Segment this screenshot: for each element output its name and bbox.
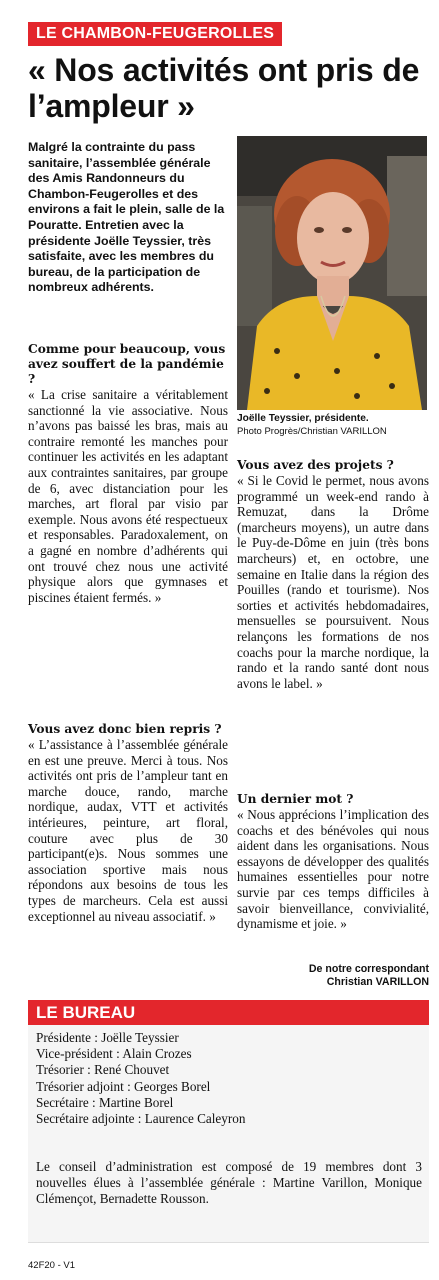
photo-caption [237,412,432,438]
article-lead: Malgré la contrainte du pass sanitaire, l’assemblée générale des Amis Randonneurs du Chambon-Feugerolles et des environs a fait le plein, salle de la Pouratte. Entretien avec la présidente Joëlle Teyssier, très satisfaite, avec les membres du bureau, de la participation de nombreux adhérents. [28,140,225,295]
bureau-box [28,1000,429,1243]
interview-answer: « Si le Covid le permet, nous avons programmé un week-end rando à Remuzat, dans la Drôme (marcheurs moyens), un autre dans le Puy-de-Dôme en juin (très bons marcheurs) et, en octobre, une semaine en Italie dans la région des Pouilles (rando et tourisme). Nos sorties et activités hebdomadaires, mensuelles se poursuivent. Nous relançons les formations de nos coachs pour la marche nordique, la rando et la rando santé dont nous avons le label. » [237,473,429,691]
interview-block-2 [28,722,228,924]
interview-question: Vous avez des projets ? [237,458,394,472]
author-signature [237,963,429,989]
interview-question: Comme pour beaucoup, vous avez souffert de la pandémie ? [28,342,226,386]
bureau-member-list [36,1030,422,1127]
interview-answer: « La crise sanitaire a véritablement sanctionné la vie associative. Nous n’avons pas baissé les bras, mais au contraire remonté les manches pour continuer les activités en les adaptant aux contraintes sanitaires, par groupe de 6, avec distanciation pour les marches, art floral par visio par exemple. Nous avons été respectueux et responsables. Paradoxalement, on a gagné en nombre d’adhérents qui ont trouvé chez nous une activité physique alors que gymnases et piscines étaient fermés. » [28,387,228,605]
signature-line-2: Christian VARILLON [326,976,429,988]
caption-name: Joëlle Teyssier, présidente. [237,413,369,424]
interview-block-3 [237,458,429,691]
photo-credit: Photo Progrès/Christian VARILLON [237,426,387,437]
interview-block-1 [28,342,228,605]
interview-block-4 [237,792,429,932]
bureau-note: Le conseil d’administration est composé de 19 membres dont 3 nouvelles élues à l’assemblée générale : Martine Varillon, Monique Clémençot, Bernadette Rousson. [36,1159,422,1207]
bureau-member: Vice-président : Alain Crozes [36,1046,192,1062]
bureau-member: Trésorier : René Chouvet [36,1062,170,1078]
interview-question: Un dernier mot ? [237,792,354,806]
bureau-member: Secrétaire : Martine Borel [36,1094,174,1110]
bureau-header [28,1000,429,1025]
page-folio: 42F20 - V1 [28,1260,75,1271]
interview-question: Vous avez donc bien repris ? [28,722,222,736]
section-kicker: LE CHAMBON-FEUGEROLLES [28,22,282,46]
signature-line-1: De notre correspondant [308,963,429,975]
bureau-member: Trésorier adjoint : Georges Borel [36,1078,211,1094]
bureau-member: Secrétaire adjointe : Laurence Caleyron [36,1111,246,1127]
interview-answer: « L’assistance à l’assemblée générale en est une preuve. Merci à tous. Nos activités ont pris de l’ampleur tant en marche douce, rando, marche nordique, audax, VTT et activités intérieures, peinture, art floral, couture avec plus de 30 participant(e)s. Nous sommes une association sportive mais nous répondons aux besoins de tous les types de marcheurs. Cela est aussi exceptionnel au niveau associatif. » [28,737,228,924]
interview-answer: « Nous apprécions l’implication des coachs et des bénévoles qui nous aident dans les organisations. Nous essayons de développer des qualités humaines essentielles pour notre survie par ces temps difficiles à savoir bienveillance, convivialité, dynamisme et joie. » [237,807,429,932]
article-headline: « Nos activités ont pris de l’ampleur » [28,52,420,124]
bureau-title: LE BUREAU [36,1003,136,1022]
bureau-member: Présidente : Joëlle Teyssier [36,1030,179,1045]
portrait-photo [237,136,427,410]
